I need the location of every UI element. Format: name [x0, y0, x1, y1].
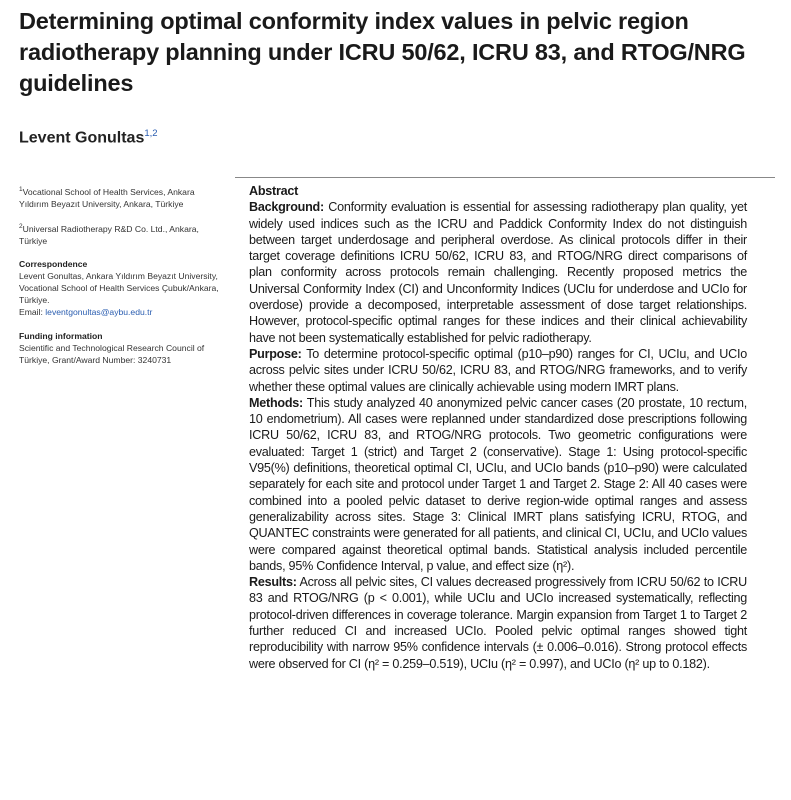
background-text: Conformity evaluation is essential for assessing radiotherapy plan quality, yet widely used indices such as the ICRU and Paddick Conformity Index do not distinguish between target underdosage and peripheral overdose. As clinical protocols differ in their target coverage definitions ICRU 50/62, ICRU 83, and RTOG/NRG direct comparisons of plan conformity across protocols remain challenging. Recently proposed metrics the Universal Conformity Index (CI) and Unconformity Indices (UCIu for underdose and UCIo for overdose) provide a decomposed, interpretable assessment of dose target relationships. However, protocol-specific optimal ranges for these indices and their clinical achievability have not been systematically established for pelvic radiotherapy.: [249, 200, 747, 345]
affiliation-1-text: Vocational School of Health Services, Ankara Yıldırım Beyazıt University, Ankara, Türkiye: [19, 186, 195, 209]
abstract-results: [249, 574, 747, 672]
affiliation-1-number: 1: [19, 186, 23, 193]
paper-title: Determining optimal conformity index values in pelvic region radiotherapy planning under ICRU 50/62, ICRU 83, and RTOG/NRG guidelines: [19, 8, 746, 96]
email-link[interactable]: leventgonultas@aybu.edu.tr: [45, 306, 153, 317]
affiliation-2-text: Universal Radiotherapy R&D Co. Ltd., Ankara, Türkiye: [19, 223, 199, 246]
abstract: [249, 183, 747, 672]
affiliation-1: [19, 184, 224, 210]
results-text: Across all pelvic sites, CI values decreased progressively from ICRU 50/62 to ICRU 83 and RTOG/NRG (p < 0.001), while UCIu and UCIo increased systematically, reflecting protocol-driven differences in coverage tolerance. Margin expansion from Target 1 to Target 2 further reduced CI and increased UCIo. Pooled pelvic optimal ranges showed tight reproducibility with narrow 95% confidence intervals (± 0.006–0.016). Strong protocol effects were observed for CI (η² = 0.259–0.519), UCIu (η² = 0.997), and UCIo (η² up to 0.182).: [249, 575, 747, 671]
front-matter-sidebar: [19, 184, 224, 378]
abstract-background: [249, 199, 747, 346]
purpose-text: To determine protocol-specific optimal (p10–p90) ranges for CI, UCIu, and UCIo across pelvic sites under ICRU 50/62, ICRU 83, and RTOG/NRG frameworks, and to verify whether these optimal values are clinically achievable using modern IMRT plans.: [249, 346, 747, 394]
affiliation-2-number: 2: [19, 222, 23, 230]
abstract-heading: Abstract: [249, 184, 299, 198]
purpose-label: Purpose:: [249, 346, 302, 361]
correspondence-block: [19, 258, 224, 318]
abstract-methods: [249, 395, 747, 574]
abstract-divider: [235, 177, 775, 178]
email-label: Email:: [19, 306, 46, 317]
methods-text: This study analyzed 40 anonymized pelvic cancer cases (20 prostate, 10 rectum, 10 endometrium). All cases were replanned under standardized dose prescriptions following ICRU 50/62, ICRU 83, and RTOG/NRG protocols. Two geometric configurations were evaluated: Target 1 (strict) and Target 2 (conservative). Stage 1: Using protocol-specific V95(%) definitions, theoretical optimal CI, UCIu, and UCIo bands (p10–p90) were calculated separately for each site and protocol under Target 1 and Target 2. Stage 2: All 40 cases were combined into a pooled pelvic dataset to derive region-wide optimal ranges and assess generalizability across sites. Stage 3: Clinical IMRT plans satisfying ICRU, RTOG, and QUANTEC constraints were generated for all patients, and clinical CI, UCIu, and UCIo values were compared against theoretical optimal bands. Statistical analysis included percentile bands, 95% Confidence Interval, p value, and effect size (η²).: [249, 395, 747, 573]
funding-text: Scientific and Technological Research Council of Türkiye, Grant/Award Number: 3240731: [19, 342, 205, 365]
results-label: Results:: [249, 575, 297, 590]
funding-block: [19, 330, 224, 366]
abstract-purpose: [249, 346, 747, 395]
author-line: [19, 128, 158, 147]
author-affiliation-marks: 1,2: [144, 128, 158, 139]
affiliation-2: [19, 221, 224, 247]
correspondence-text: Levent Gonultas, Ankara Yıldırım Beyazıt University, Vocational School of Health Services Çubuk/Ankara, Türkiye.: [19, 270, 219, 305]
background-label: Background:: [249, 200, 324, 215]
correspondence-heading: Correspondence: [19, 258, 88, 269]
funding-heading: Funding information: [19, 330, 103, 341]
author-name: Levent Gonultas: [19, 129, 145, 147]
correspondence-email-line: [19, 306, 224, 318]
methods-label: Methods:: [249, 395, 303, 410]
